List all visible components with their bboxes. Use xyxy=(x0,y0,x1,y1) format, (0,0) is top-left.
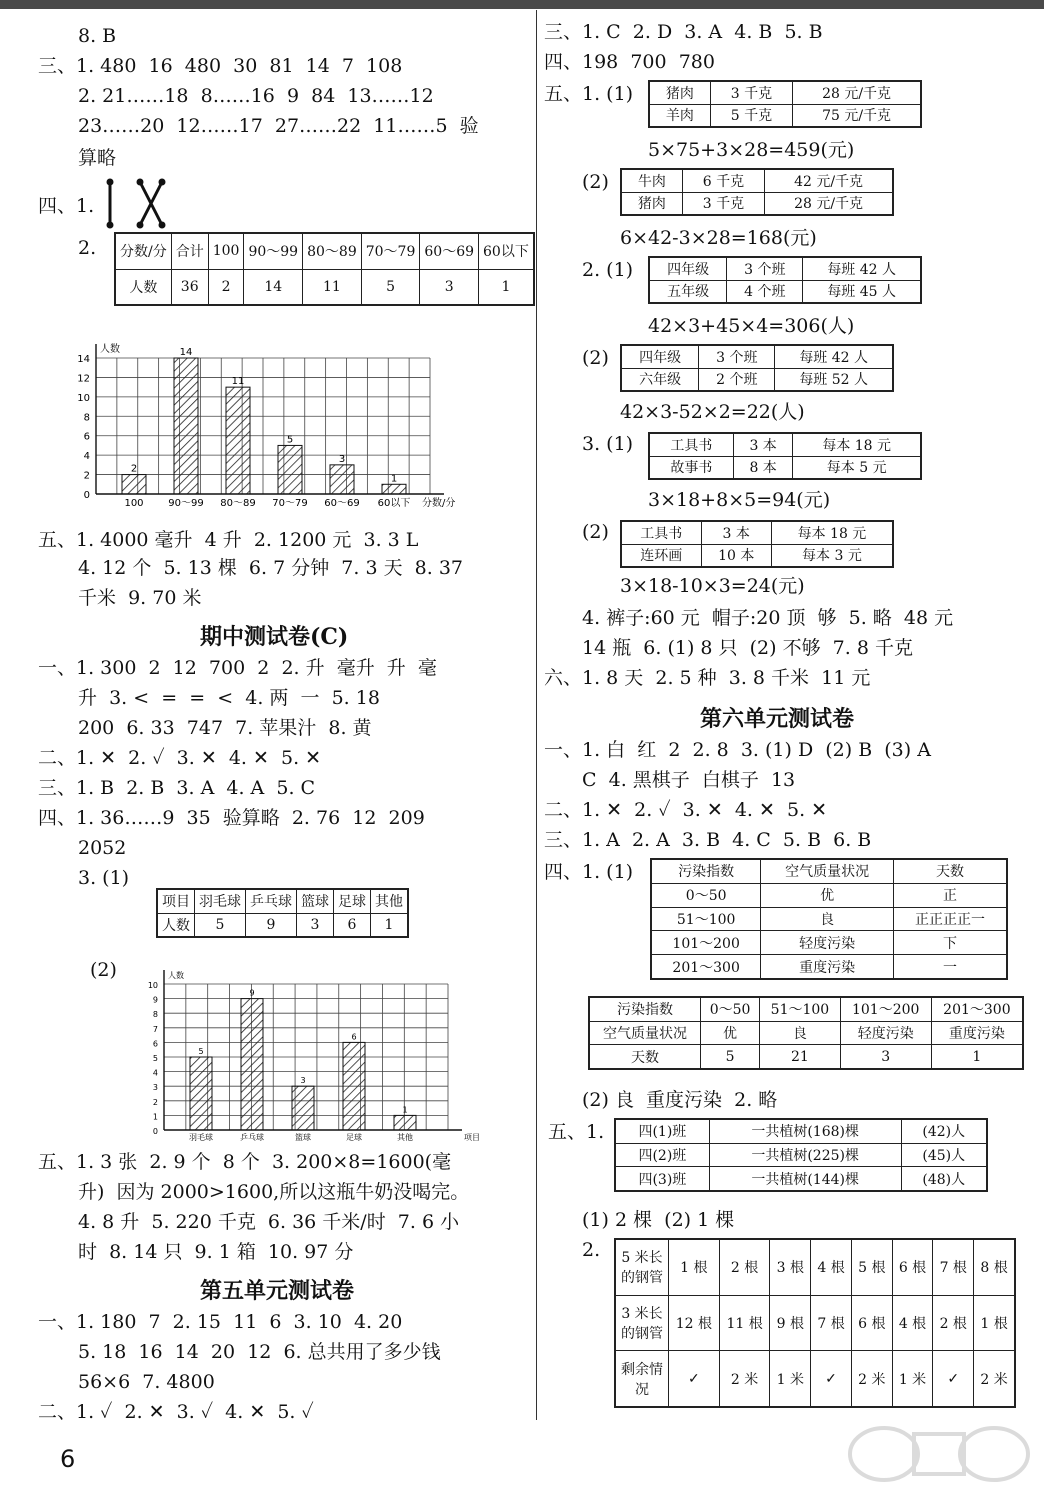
bar xyxy=(122,475,146,494)
table-cell: 201～300 xyxy=(651,955,761,979)
table-cell: 2 米 xyxy=(851,1351,892,1407)
y-tick-label: 0 xyxy=(83,490,90,501)
answer-line: (2) xyxy=(582,171,609,193)
table-cell: 猪肉 xyxy=(649,81,710,104)
table-cell: 每班 45 人 xyxy=(803,280,921,303)
table-row xyxy=(615,1295,1015,1351)
bar xyxy=(190,1057,212,1130)
table-cell: 3 根 xyxy=(770,1239,811,1295)
table-cell: 四年级 xyxy=(621,345,699,368)
y-tick-label: 10 xyxy=(147,981,158,990)
meat-price-table-1 xyxy=(648,80,922,128)
answer-line: 3×18+8×5=94(元) xyxy=(648,489,831,511)
answer-line: 二、1. ✓ 2. ✕ 3. ✓ 4. ✕ 5. ✓ xyxy=(38,1401,314,1423)
bar-value-label: 11 xyxy=(231,376,245,388)
table-cell: ✓ xyxy=(933,1351,974,1407)
book-table-1 xyxy=(648,432,922,480)
table-cell: 0～50 xyxy=(651,883,761,907)
table-cell: 3 本 xyxy=(701,521,771,544)
table-cell: 1 米 xyxy=(892,1351,933,1407)
answer-line: 14 瓶 6. (1) 8 只 (2) 不够 7. 8 千克 xyxy=(582,637,913,659)
table-cell: (48)人 xyxy=(901,1167,987,1191)
table-cell: 乒乓球 xyxy=(246,889,297,913)
answer-line: 3×18-10×3=24(元) xyxy=(620,575,805,597)
table-cell: 污染指数 xyxy=(651,859,761,883)
x-tick-label: 羽毛球 xyxy=(189,1133,213,1142)
bar xyxy=(382,484,406,494)
table-row xyxy=(589,1045,1023,1069)
table-cell: 1 根 xyxy=(974,1295,1015,1351)
answer-line: 56×6 7. 4800 xyxy=(78,1371,215,1393)
table-row xyxy=(115,233,534,269)
table-cell: 良 xyxy=(760,1021,840,1045)
table-row xyxy=(649,81,921,104)
table-cell: 3 个班 xyxy=(727,257,803,280)
table-row xyxy=(115,269,534,305)
sport-table xyxy=(156,888,409,938)
table-cell: 正正正正一 xyxy=(894,907,1007,931)
table-cell: 51～100 xyxy=(760,997,840,1021)
table-row xyxy=(621,169,893,192)
x-tick-label: 60以下 xyxy=(377,498,411,509)
answer-line: 3. (1) xyxy=(582,433,634,455)
table-cell: 4 根 xyxy=(892,1295,933,1351)
table-cell: 6 根 xyxy=(892,1239,933,1295)
table-cell: 1 xyxy=(371,913,409,937)
answer-line: 四、198 700 780 xyxy=(544,51,715,73)
bar-value-label: 3 xyxy=(300,1076,306,1086)
table-row xyxy=(621,544,893,567)
table-cell: 8 本 xyxy=(733,456,793,479)
x-tick-label: 70～79 xyxy=(272,498,308,509)
table-cell: 3 xyxy=(420,269,479,305)
answer-line: 2. (1) xyxy=(582,259,634,281)
table-row xyxy=(621,368,893,391)
y-tick-label: 6 xyxy=(83,431,90,443)
answer-line: 6×42-3×28=168(元) xyxy=(620,227,817,249)
table-row xyxy=(621,192,893,215)
answer-line: 一、1. 白 红 2 2. 8 3. (1) D (2) B (3) A xyxy=(544,739,931,761)
answer-line: 五、1. 3 张 2. 9 个 8 个 3. 200×8=1600(毫 xyxy=(38,1151,452,1173)
table-cell: 四(2)班 xyxy=(615,1143,709,1167)
answer-line: (1) 2 棵 (2) 1 棵 xyxy=(582,1209,735,1231)
y-tick-label: 5 xyxy=(152,1054,158,1063)
table-cell: 5 根 xyxy=(851,1239,892,1295)
table-cell: 五年级 xyxy=(649,280,727,303)
answer-line: 5. 18 16 14 20 12 6. 总共用了多少钱 xyxy=(78,1341,441,1363)
x-tick-label: 其他 xyxy=(397,1133,413,1142)
table-cell: 101～200 xyxy=(651,931,761,955)
table-cell: 工具书 xyxy=(649,433,733,456)
answer-line: (2) 良 重度污染 2. 略 xyxy=(582,1089,778,1111)
table-cell: 2 根 xyxy=(933,1295,974,1351)
table-row xyxy=(651,931,1007,955)
answer-line: 六、1. 8 天 2. 5 种 3. 8 千米 11 元 xyxy=(544,667,871,689)
table-row xyxy=(649,280,921,303)
answer-line: 二、1. ✕ 2. ✓ 3. ✕ 4. ✕ 5. ✕ xyxy=(38,747,322,769)
table-cell: 天数 xyxy=(589,1045,700,1069)
table-cell: 2 xyxy=(208,269,244,305)
table-row xyxy=(589,1021,1023,1045)
meat-price-table-2 xyxy=(620,168,894,216)
table-cell: 3 本 xyxy=(733,433,793,456)
table-cell: 4 个班 xyxy=(727,280,803,303)
table-row xyxy=(615,1351,1015,1407)
bar xyxy=(241,999,263,1130)
table-cell: 5 xyxy=(700,1045,759,1069)
answer-line: 5×75+3×28=459(元) xyxy=(648,139,855,161)
table-cell: 1 xyxy=(479,269,534,305)
table-cell: 轻度污染 xyxy=(761,931,894,955)
y-tick-label: 10 xyxy=(77,392,90,404)
table-cell: 7 根 xyxy=(933,1239,974,1295)
answer-line: 四、1. (1) xyxy=(544,861,634,883)
answer-line: 2. xyxy=(582,1239,601,1261)
answer-line: 算略 xyxy=(78,147,117,169)
table-cell: 60以下 xyxy=(479,233,534,269)
y-tick-label: 9 xyxy=(152,995,158,1005)
column-divider xyxy=(536,10,537,1420)
table-cell: 轻度污染 xyxy=(840,1021,931,1045)
page-number: 6 xyxy=(60,1445,76,1473)
table-cell: 6 根 xyxy=(851,1295,892,1351)
bar-value-label: 1 xyxy=(390,473,398,485)
table-cell: 3 xyxy=(297,913,334,937)
table-cell: 篮球 xyxy=(297,889,334,913)
class-table-2 xyxy=(620,344,894,392)
table-cell: 7 根 xyxy=(811,1295,852,1351)
answer-line: (2) xyxy=(90,959,117,981)
table-cell: ✓ xyxy=(669,1351,720,1407)
table-cell: 一共植树(144)棵 xyxy=(709,1167,901,1191)
y-tick-label: 4 xyxy=(152,1068,158,1078)
table-cell: 21 xyxy=(760,1045,840,1069)
answer-line: 三、1. B 2. B 3. A 4. A 5. C xyxy=(38,777,316,799)
table-cell: 每班 42 人 xyxy=(803,257,921,280)
table-cell: 足球 xyxy=(334,889,371,913)
table-cell: 5 千克 xyxy=(710,104,792,127)
table-cell: 1 米 xyxy=(770,1351,811,1407)
answer-line: 一、1. 300 2 12 700 2 2. 升 毫升 升 毫 xyxy=(38,657,437,679)
table-row xyxy=(615,1239,1015,1295)
x-tick-label: 60～69 xyxy=(324,498,360,509)
answer-line: 2052 xyxy=(78,837,127,859)
table-cell: 28 元/千克 xyxy=(793,81,921,104)
bar xyxy=(394,1115,416,1130)
bar-value-label: 14 xyxy=(179,347,193,358)
table-cell: 其他 xyxy=(371,889,409,913)
book-table-2 xyxy=(620,520,894,568)
x-tick-label: 80～89 xyxy=(220,498,256,509)
table-cell: 5 米长的钢管 xyxy=(615,1239,669,1295)
answer-line: 42×3-52×2=22(人) xyxy=(620,401,805,423)
table-cell: 10 本 xyxy=(701,544,771,567)
table-cell: 4 根 xyxy=(811,1239,852,1295)
table-cell: 优 xyxy=(700,1021,759,1045)
table-cell: 9 xyxy=(246,913,297,937)
bar-value-label: 3 xyxy=(338,453,346,465)
x-tick-label: 100 xyxy=(124,498,144,509)
table-row xyxy=(157,913,408,937)
table-row xyxy=(651,859,1007,883)
table-cell: 每班 42 人 xyxy=(775,345,893,368)
y-tick-label: 1 xyxy=(152,1112,158,1122)
table-cell: 6 xyxy=(334,913,371,937)
bar-value-label: 9 xyxy=(249,988,255,998)
table-row xyxy=(649,456,921,479)
answer-line: 时 8. 14 只 9. 1 箱 10. 97 分 xyxy=(78,1241,354,1263)
table-cell: 80～89 xyxy=(303,233,362,269)
table-row xyxy=(589,997,1023,1021)
table-cell: 12 根 xyxy=(669,1295,720,1351)
x-tick-label: 乒乓球 xyxy=(240,1133,264,1142)
y-tick-label: 7 xyxy=(152,1024,158,1034)
table-cell: 污染指数 xyxy=(589,997,700,1021)
table-cell: 羽毛球 xyxy=(195,889,246,913)
table-cell: 28 元/千克 xyxy=(765,192,893,215)
table-cell: 70～79 xyxy=(361,233,420,269)
answer-line: 三、1. A 2. A 3. B 4. C 5. B 6. B xyxy=(544,829,872,851)
table-cell: 2 根 xyxy=(719,1239,770,1295)
y-tick-label: 3 xyxy=(152,1083,158,1093)
y-tick-label: 8 xyxy=(83,412,90,424)
y-tick-label: 8 xyxy=(152,1010,158,1020)
table-cell: 四(1)班 xyxy=(615,1119,709,1143)
answer-line: 四、1. xyxy=(38,195,95,217)
answer-line: 升) 因为 2000>1600,所以这瓶牛奶没喝完。 xyxy=(78,1181,470,1203)
score-table xyxy=(114,232,535,306)
table-row xyxy=(649,257,921,280)
table-cell: 2 米 xyxy=(974,1351,1015,1407)
table-cell: 人数 xyxy=(157,913,195,937)
table-cell: ✓ xyxy=(811,1351,852,1407)
table-cell: 四(3)班 xyxy=(615,1167,709,1191)
top-bar xyxy=(0,0,1044,9)
table-cell: 11 根 xyxy=(719,1295,770,1351)
table-cell: 3 个班 xyxy=(699,345,775,368)
x-tick-label: 足球 xyxy=(346,1133,362,1142)
table-cell: 天数 xyxy=(894,859,1007,883)
answer-line: 2. 21……18 8……16 9 84 13……12 xyxy=(78,85,434,107)
table-cell: 51～100 xyxy=(651,907,761,931)
table-cell: 良 xyxy=(761,907,894,931)
answer-line: 三、1. 480 16 480 30 81 14 7 108 xyxy=(38,55,403,77)
table-cell: 剩余情况 xyxy=(615,1351,669,1407)
table-row xyxy=(651,955,1007,979)
bar-value-label: 5 xyxy=(286,434,294,446)
answer-line: 4. 12 个 5. 13 棵 6. 7 分钟 7. 3 天 8. 37 xyxy=(78,557,464,579)
watermark-logo xyxy=(844,1414,1034,1494)
table-cell: 牛肉 xyxy=(621,169,682,192)
bar xyxy=(292,1086,314,1130)
table-cell: 3 xyxy=(840,1045,931,1069)
table-cell: 一共植树(225)棵 xyxy=(709,1143,901,1167)
table-cell: 3 千克 xyxy=(710,81,792,104)
tree-planting-table xyxy=(614,1118,988,1192)
table-cell: 2 米 xyxy=(719,1351,770,1407)
table-cell: 每本 3 元 xyxy=(771,544,893,567)
x-tick-label: 篮球 xyxy=(295,1133,311,1142)
answer-line: 2. xyxy=(78,237,97,259)
section-heading: 期中测试卷(C) xyxy=(200,624,349,650)
table-cell: 合计 xyxy=(171,233,208,269)
bar-value-label: 2 xyxy=(130,463,138,475)
table-cell: 201～300 xyxy=(931,997,1023,1021)
table-row xyxy=(621,521,893,544)
table-cell: 5 xyxy=(361,269,420,305)
table-cell: 工具书 xyxy=(621,521,701,544)
table-cell: 羊肉 xyxy=(649,104,710,127)
table-row xyxy=(157,889,408,913)
class-table-1 xyxy=(648,256,922,304)
answer-line: 3. (1) xyxy=(78,867,130,889)
table-cell: 11 xyxy=(303,269,362,305)
answer-line: 五、1. (1) xyxy=(544,83,634,105)
table-cell: 90～99 xyxy=(244,233,303,269)
table-cell: 猪肉 xyxy=(621,192,682,215)
answer-line: 三、1. C 2. D 3. A 4. B 5. B xyxy=(544,21,823,43)
y-tick-label: 6 xyxy=(152,1039,158,1049)
table-row xyxy=(651,883,1007,907)
answer-line: 二、1. ✕ 2. ✓ 3. ✕ 4. ✕ 5. ✕ xyxy=(544,799,828,821)
table-cell: 75 元/千克 xyxy=(793,104,921,127)
table-cell: 3 米长的钢管 xyxy=(615,1295,669,1351)
table-cell: 9 根 xyxy=(770,1295,811,1351)
answer-line: 4. 8 升 5. 220 千克 6. 36 千米/时 7. 6 小 xyxy=(78,1211,460,1233)
table-cell: 正 xyxy=(894,883,1007,907)
answer-line: 一、1. 180 7 2. 15 11 6 3. 10 4. 20 xyxy=(38,1311,403,1333)
matching-lines-figure xyxy=(104,176,168,232)
table-cell: 101～200 xyxy=(840,997,931,1021)
table-cell: 60～69 xyxy=(420,233,479,269)
table-cell: 人数 xyxy=(115,269,171,305)
answer-line: 五、1. xyxy=(548,1121,605,1143)
table-cell: 重度污染 xyxy=(931,1021,1023,1045)
answer-line: 200 6. 33 747 7. 苹果汁 8. 黄 xyxy=(78,717,372,739)
bar xyxy=(330,465,354,494)
table-cell: 故事书 xyxy=(649,456,733,479)
table-cell: 100 xyxy=(208,233,244,269)
score-bar-chart xyxy=(70,322,480,512)
bar-value-label: 6 xyxy=(351,1032,357,1042)
table-cell: 14 xyxy=(244,269,303,305)
sport-bar-chart xyxy=(120,950,500,1150)
table-cell: 分数/分 xyxy=(115,233,171,269)
table-cell: 0～50 xyxy=(700,997,759,1021)
answer-line: 23……20 12……17 27……22 11……5 验 xyxy=(78,115,479,137)
table-cell: 项目 xyxy=(157,889,195,913)
answer-line: 42×3+45×4=306(人) xyxy=(648,315,855,337)
table-cell: 5 xyxy=(195,913,246,937)
table-cell: (42)人 xyxy=(901,1119,987,1143)
answer-line: (2) xyxy=(582,521,609,543)
answer-line: 千米 9. 70 米 xyxy=(78,587,202,609)
table-cell: 每本 18 元 xyxy=(771,521,893,544)
answer-line: 五、1. 4000 毫升 4 升 2. 1200 元 3. 3 L xyxy=(38,529,419,551)
table-row xyxy=(615,1143,987,1167)
pollution-table xyxy=(588,996,1024,1070)
table-cell: (45)人 xyxy=(901,1143,987,1167)
table-cell: 每班 52 人 xyxy=(775,368,893,391)
table-cell: 1 xyxy=(931,1045,1023,1069)
table-cell: 2 个班 xyxy=(699,368,775,391)
y-tick-label: 4 xyxy=(83,451,90,463)
table-cell: 6 千克 xyxy=(682,169,764,192)
table-cell: 优 xyxy=(761,883,894,907)
section-heading: 第五单元测试卷 xyxy=(200,1278,355,1304)
table-cell: 四年级 xyxy=(649,257,727,280)
table-row xyxy=(651,907,1007,931)
table-cell: 一共植树(168)棵 xyxy=(709,1119,901,1143)
bar xyxy=(278,445,302,494)
x-axis-label: 项目 xyxy=(464,1133,480,1142)
table-cell: 下 xyxy=(894,931,1007,955)
bar xyxy=(174,358,198,494)
bar-value-label: 1 xyxy=(402,1105,408,1115)
answer-line: 8. B xyxy=(78,25,117,47)
y-tick-label: 12 xyxy=(77,373,90,385)
table-cell: 3 千克 xyxy=(682,192,764,215)
table-cell: 1 根 xyxy=(669,1239,720,1295)
y-tick-label: 0 xyxy=(152,1127,158,1136)
tally-table xyxy=(650,858,1008,980)
steel-pipe-table xyxy=(614,1238,1016,1408)
y-tick-label: 2 xyxy=(152,1097,158,1107)
table-cell: 36 xyxy=(171,269,208,305)
section-heading: 第六单元测试卷 xyxy=(700,706,855,732)
x-axis-label: 分数/分 xyxy=(422,498,456,509)
table-row xyxy=(615,1119,987,1143)
y-axis-label: 人数 xyxy=(100,344,120,355)
answer-line: 4. 裤子:60 元 帽子:20 顶 够 5. 略 48 元 xyxy=(582,607,954,629)
table-row xyxy=(649,433,921,456)
answer-line: 四、1. 36……9 35 验算略 2. 76 12 209 xyxy=(38,807,425,829)
y-tick-label: 2 xyxy=(83,470,90,482)
table-cell: 每本 5 元 xyxy=(793,456,921,479)
bar-value-label: 5 xyxy=(198,1047,204,1056)
table-row xyxy=(621,345,893,368)
table-row xyxy=(649,104,921,127)
table-cell: 重度污染 xyxy=(761,955,894,979)
table-cell: 一 xyxy=(894,955,1007,979)
x-tick-label: 90～99 xyxy=(168,498,204,509)
table-cell: 8 根 xyxy=(974,1239,1015,1295)
answer-line: (2) xyxy=(582,347,609,369)
answer-line: 升 3. < = = < 4. 两 一 5. 18 xyxy=(78,687,380,709)
table-row xyxy=(615,1167,987,1191)
table-cell: 空气质量状况 xyxy=(589,1021,700,1045)
y-tick-label: 14 xyxy=(77,354,90,365)
bar xyxy=(226,387,250,494)
bar xyxy=(343,1042,365,1130)
table-cell: 每本 18 元 xyxy=(793,433,921,456)
y-axis-label: 人数 xyxy=(168,971,184,980)
answer-line: C 4. 黑棋子 白棋子 13 xyxy=(582,769,796,791)
table-cell: 空气质量状况 xyxy=(761,859,894,883)
table-cell: 六年级 xyxy=(621,368,699,391)
table-cell: 42 元/千克 xyxy=(765,169,893,192)
table-cell: 连环画 xyxy=(621,544,701,567)
